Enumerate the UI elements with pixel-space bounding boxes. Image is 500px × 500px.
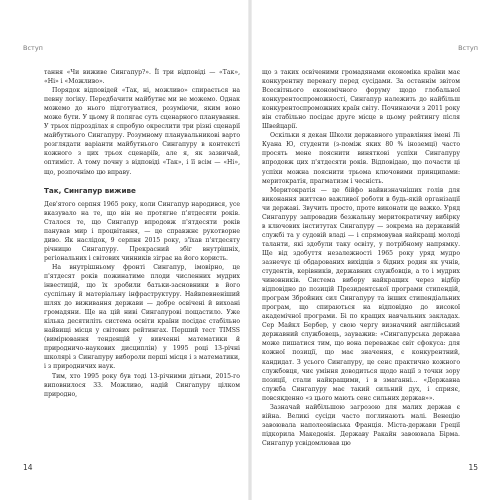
page-number-right: 15 [468, 463, 478, 472]
paragraph: Тим, хто 1995 року був тоді 13-річними дітьми, 2015-го виповнилося 33. Можливо, надій Сингапуру цілком природно, [44, 372, 240, 398]
running-head-right: Вступ [458, 44, 478, 52]
paragraph: що з таких освіченими громадянами економіка країни має конкурентну перевагу перед сусідами. За останнім звітом Всесвітнього економічного форуму щодо глобальної конкурентоспроможності, Сингапур належить до найбільш конкурентоспроможних країн світу. Починаючи з 2011 року він стабільно посідає друге місце в цьому рейтингу після Швейцарії. [262, 69, 460, 131]
page-number-left: 14 [23, 463, 33, 472]
left-page [0, 0, 248, 500]
paragraph: На внутрішньому фронті Сингапур, імовірно, це п'ятдесят років пожинатиме плоди численних мудрих інвестицій, що їх зробили батьки-засновники в його суспільну й матеріальну інфраструктуру. Найвпевненіший шлях до виживання держави — добре освічені й вихоані громадяни. Ще на цій ниві Сингапурові пощастило. Уже кілька десятиліть система освіти країни посідає стабільно найвищі місця у світових рейтингах. Перший тест TIMSS (вимірювання тенденцій у вивченні математики й природничо-наукових дисциплін) у 1995 році 13-річні школярі з Сингапуру вибороли перші місця і з математики, і з природничих наук. [44, 263, 240, 371]
paragraph: Порядок відповідей «Так, ні, можливо» спирається на певну логіку. Передбачити майбутнє ми не можемо. Однак можемо до нього підготуватися, розуміючи, яким воно може бути. У цьому й полягає суть сценарного планування. У трьох підрозділах я спробую окреслити три різні сценарії майбутнього Сингапуру. Розумному планувальникові варто розглядати варіанти майбутнього Сингапуру в контексті кожного з цих трьох сценаріїв, але я, як зазвичай, оптиміст. А тому почну з відповіді «Так», і її всім — «Ні», що, розпочнімо цю вправу. [44, 87, 240, 176]
paragraph: Зазначай найбільшою загрозою для малих держав є війна. Великі сусіди часто поглинають малі. Венецію завоювала наполеонівська Франція. Міста-держави Греції підкорила Македонія. Державу Ракайн завоювала Бірма. Сингапур усвідомлював цю [262, 403, 460, 447]
right-text-block [262, 68, 460, 448]
paragraph: тання «Чи виживе Сингапур?». Її три відповіді — «Так», «Ні» і «Можливо». [44, 69, 240, 86]
left-text-block [44, 68, 240, 399]
paragraph: Оскільки я декан Школи державного управління імені Лі Куана Ю, студенти (з-поміж яких 80 % іноземці) часто просять мене пояснити виняткові успіхи Сингапуру впродовж цих п'ятдесяти років. Відповідаю, що почасти ці успіхи можна пояснити трьома ключовими принципами: меритократія, прагматизм і чесність. [262, 132, 460, 185]
blockquote-paragraph: Меритократія — це бійфо найвизначніших голів для виконання життєво важливої роботи в будь-якій організації чи державі. Звучить просто, проте виконати це важко. Уряд Сингапуру запровадив безжальну меритократичну вибірку в ключових інститутах Сингапуру — зокрема на державній службі та у судовій владі — і спрямовував найкращі молоді таланти, які здобули таку освіту, у потрібному напрямку. Ще від здобуття незалежності 1965 року уряд мудро зазнечує ці обдарованих вихідців з бідних родин як учнів, студентів, керівників, державних службовців, а то і мудрих чиновників. Система вибору найкращих через відбір відповідно до позицій Президентської програми стипендій, програм Збройних сил Сингапуру та інших стипендіальних програм, що спираються на відповідно до високої академічної програми. Бі по кращих навчальних закладах. Сер Майкл Бербер, у свою чергу визначний англійський державний службовець, зауважив: «Сингапурська держава може пишатися тим, що вона переважає світ сфокуса: для кожної позиції, що має значення, є конкурентний, кандидат. З усього Сингапуру, це сенс практично кожного службовця, чиє уміння доводиться щодо нації з точки зору позиції, стали найкращими, і в змаганні... «Державна служба Сингапуру має такий сильний дух, і сприяє, повсякденно «з цього мають сенс сильних держав»». [262, 186, 460, 402]
right-page [252, 0, 500, 500]
running-head-left: Вступ [23, 44, 43, 52]
section-heading: Так, Сингапур виживе [44, 185, 136, 195]
paragraph: Дев'ятого серпня 1965 року, коли Сингапур народився, усе вказувало на те, що він не протягне п'ятдесяти років. Сталося те, що Сингапур впродовж п'ятдесяти років панував мир і процвітання, — це справжнє рукотворне диво. Як наслідок, 9 серпня 2015 року, з'їхав п'ятдесяту річницю Сингапуру. Прекрасний збіг внутрішніх, регіональних і світових чинників зіграє на його користь. [44, 200, 240, 262]
